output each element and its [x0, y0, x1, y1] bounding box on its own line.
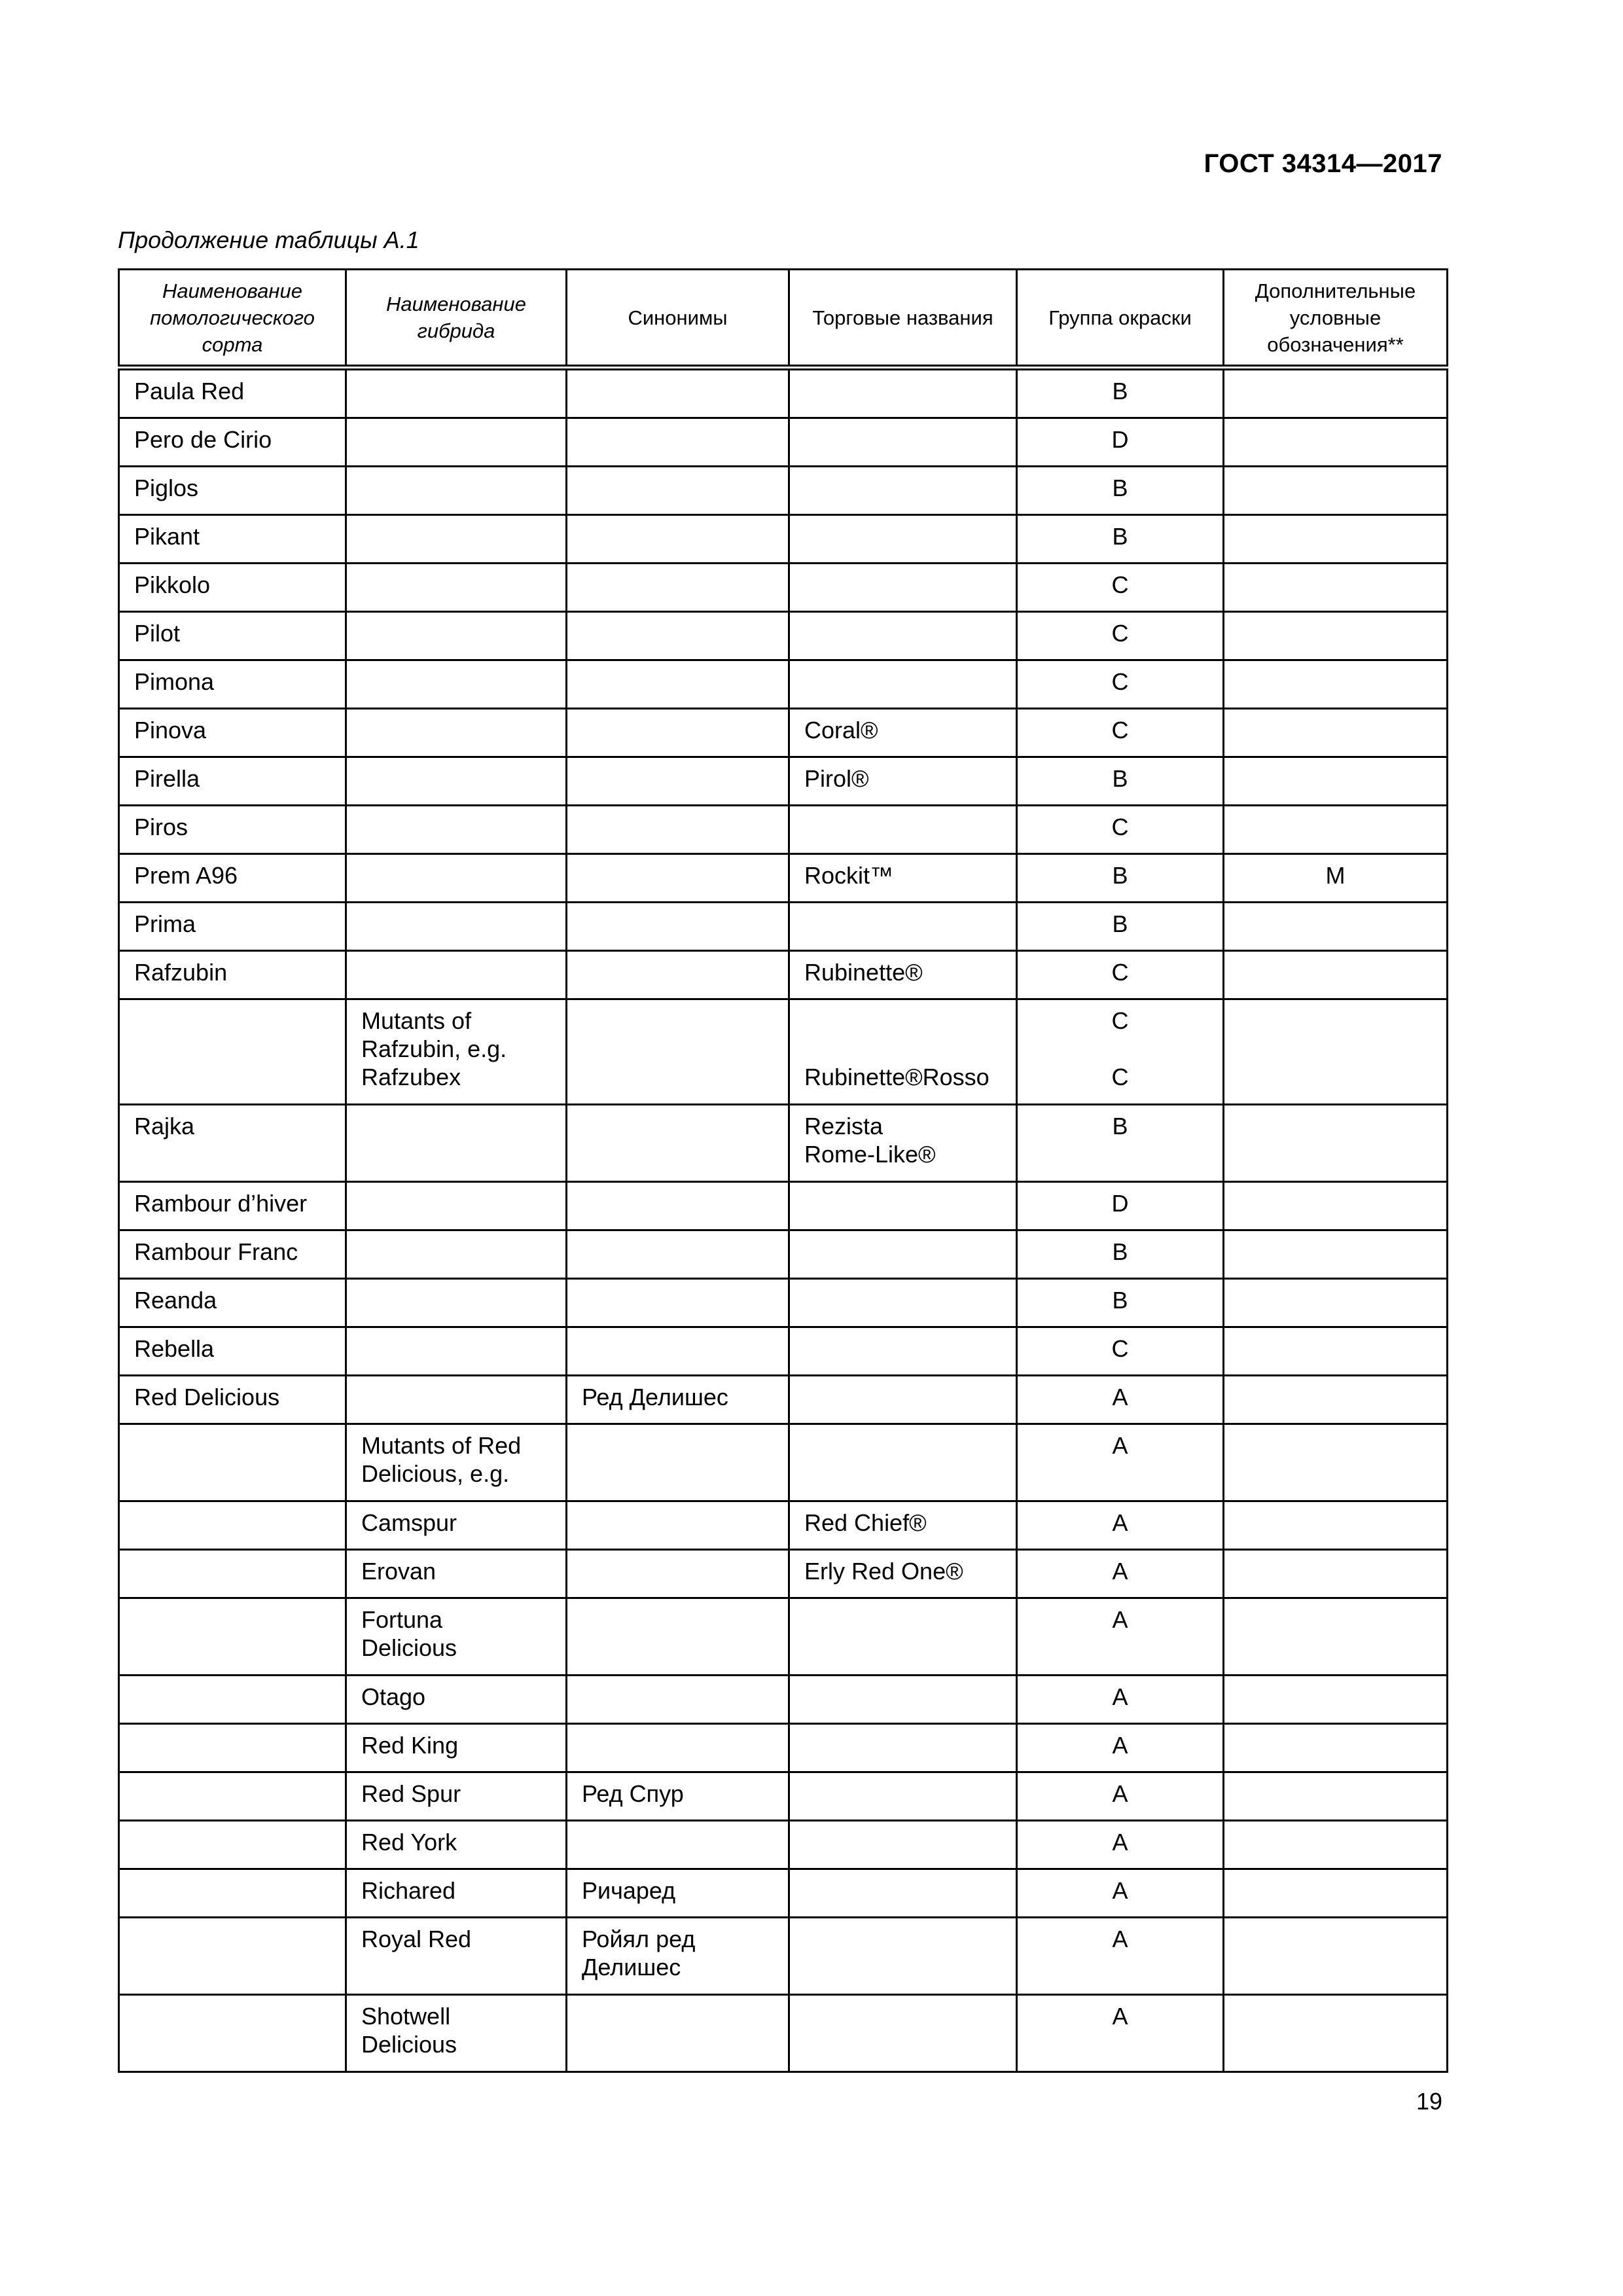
cell-synonyms	[567, 1105, 789, 1182]
cell-hybrid: Otago	[346, 1676, 567, 1724]
cell-color-group: C	[1017, 564, 1224, 612]
cell-synonyms: Ред Спур	[567, 1772, 789, 1821]
table-row	[119, 1772, 1448, 1821]
cell-trade-name	[789, 1869, 1017, 1918]
cell-hybrid	[346, 709, 567, 757]
column-header-extra-marks: Дополнительные условные обозначения**	[1224, 270, 1448, 368]
cell-synonyms	[567, 1995, 789, 2072]
cell-color-group: C	[1017, 806, 1224, 854]
column-header-color-group: Группа окраски	[1017, 270, 1224, 368]
table-body	[119, 368, 1448, 2072]
cell-extra-mark	[1224, 1598, 1448, 1676]
cell-variety	[119, 1724, 346, 1772]
table-row	[119, 951, 1448, 999]
cell-color-group: A	[1017, 1772, 1224, 1821]
cell-variety	[119, 1918, 346, 1995]
cell-extra-mark	[1224, 1995, 1448, 2072]
cell-synonyms	[567, 1550, 789, 1598]
cell-extra-mark	[1224, 1327, 1448, 1376]
cell-trade-name	[789, 1821, 1017, 1869]
cell-color-group: C	[1017, 660, 1224, 709]
cell-hybrid: Red King	[346, 1724, 567, 1772]
cell-color-group: B	[1017, 757, 1224, 806]
cell-extra-mark	[1224, 418, 1448, 467]
cell-trade-name: Pirol®	[789, 757, 1017, 806]
cell-trade-name	[789, 1772, 1017, 1821]
cell-hybrid: Mutants of Red Delicious, e.g.	[346, 1424, 567, 1501]
cell-hybrid	[346, 1230, 567, 1279]
table-row	[119, 1995, 1448, 2072]
cell-synonyms	[567, 951, 789, 999]
table-row	[119, 1869, 1448, 1918]
cell-trade-name: Coral®	[789, 709, 1017, 757]
cell-synonyms: Ричаред	[567, 1869, 789, 1918]
table-row	[119, 1724, 1448, 1772]
cell-variety: Pirella	[119, 757, 346, 806]
document-code: ГОСТ 34314—2017	[1204, 149, 1442, 178]
cell-extra-mark	[1224, 368, 1448, 418]
cell-color-group: A	[1017, 1424, 1224, 1501]
cell-color-group: A	[1017, 1598, 1224, 1676]
cell-synonyms	[567, 564, 789, 612]
cell-extra-mark	[1224, 757, 1448, 806]
cell-synonyms	[567, 467, 789, 515]
cell-extra-mark	[1224, 1918, 1448, 1995]
cell-variety: Pikkolo	[119, 564, 346, 612]
cell-color-group: B	[1017, 854, 1224, 903]
table-row	[119, 1424, 1448, 1501]
cell-extra-mark	[1224, 1501, 1448, 1550]
cell-extra-mark	[1224, 806, 1448, 854]
cell-trade-name: Erly Red One®	[789, 1550, 1017, 1598]
cell-extra-mark	[1224, 709, 1448, 757]
cell-color-group: A	[1017, 1869, 1224, 1918]
cell-variety: Reanda	[119, 1279, 346, 1327]
cell-variety	[119, 1676, 346, 1724]
cell-variety: Prima	[119, 903, 346, 951]
cell-synonyms	[567, 660, 789, 709]
table-row	[119, 903, 1448, 951]
cell-color-group: C	[1017, 612, 1224, 660]
cell-variety: Pilot	[119, 612, 346, 660]
table-row	[119, 1182, 1448, 1230]
cell-color-group: C	[1017, 709, 1224, 757]
cell-trade-name	[789, 515, 1017, 564]
cell-trade-name	[789, 1279, 1017, 1327]
cell-synonyms	[567, 1724, 789, 1772]
cell-hybrid	[346, 515, 567, 564]
cell-variety: Pinova	[119, 709, 346, 757]
cell-extra-mark	[1224, 1724, 1448, 1772]
cell-extra-mark: M	[1224, 854, 1448, 903]
cell-hybrid	[346, 660, 567, 709]
cell-trade-name	[789, 1327, 1017, 1376]
cell-extra-mark	[1224, 951, 1448, 999]
cell-synonyms	[567, 1424, 789, 1501]
table-row	[119, 1918, 1448, 1995]
cell-trade-name: Rockit™	[789, 854, 1017, 903]
cell-variety	[119, 1821, 346, 1869]
cell-synonyms	[567, 1230, 789, 1279]
cell-color-group: C C	[1017, 999, 1224, 1105]
cell-extra-mark	[1224, 515, 1448, 564]
cell-hybrid: Shotwell Delicious	[346, 1995, 567, 2072]
cell-color-group: A	[1017, 1724, 1224, 1772]
table-row	[119, 515, 1448, 564]
table-row	[119, 709, 1448, 757]
cell-variety	[119, 999, 346, 1105]
table-row	[119, 806, 1448, 854]
cell-variety	[119, 1869, 346, 1918]
cell-hybrid	[346, 418, 567, 467]
table-row	[119, 1821, 1448, 1869]
cell-synonyms	[567, 418, 789, 467]
cell-color-group: A	[1017, 1676, 1224, 1724]
cell-trade-name	[789, 903, 1017, 951]
cell-variety: Rajka	[119, 1105, 346, 1182]
cell-trade-name	[789, 368, 1017, 418]
table-row	[119, 1376, 1448, 1424]
cell-variety: Pikant	[119, 515, 346, 564]
cell-synonyms	[567, 806, 789, 854]
cell-variety: Piros	[119, 806, 346, 854]
cell-hybrid	[346, 368, 567, 418]
table-header-row	[119, 270, 1448, 368]
cell-hybrid: Red Spur	[346, 1772, 567, 1821]
table-row	[119, 660, 1448, 709]
cell-variety: Rambour Franc	[119, 1230, 346, 1279]
cell-synonyms	[567, 1327, 789, 1376]
column-header-trade-names: Торговые названия	[789, 270, 1017, 368]
table-row	[119, 757, 1448, 806]
table-row	[119, 1501, 1448, 1550]
table-row	[119, 1550, 1448, 1598]
cell-color-group: C	[1017, 951, 1224, 999]
table-row	[119, 999, 1448, 1105]
cell-hybrid: Mutants of Rafzubin, e.g. Rafzubex	[346, 999, 567, 1105]
cell-hybrid: Erovan	[346, 1550, 567, 1598]
cell-trade-name	[789, 1230, 1017, 1279]
cell-synonyms	[567, 1821, 789, 1869]
cell-variety	[119, 1995, 346, 2072]
cell-extra-mark	[1224, 1279, 1448, 1327]
cell-color-group: A	[1017, 1501, 1224, 1550]
cell-variety: Rambour d’hiver	[119, 1182, 346, 1230]
table-row	[119, 564, 1448, 612]
cell-color-group: C	[1017, 1327, 1224, 1376]
cell-synonyms	[567, 757, 789, 806]
cell-color-group: A	[1017, 1550, 1224, 1598]
cell-variety: Rafzubin	[119, 951, 346, 999]
cell-trade-name	[789, 418, 1017, 467]
cell-extra-mark	[1224, 999, 1448, 1105]
cell-trade-name: Rubinette®	[789, 951, 1017, 999]
cell-synonyms: Ред Делишес	[567, 1376, 789, 1424]
cell-color-group: B	[1017, 903, 1224, 951]
cell-color-group: B	[1017, 1279, 1224, 1327]
cell-trade-name	[789, 1598, 1017, 1676]
cell-trade-name	[789, 1376, 1017, 1424]
cell-synonyms: Ройял ред Делишес	[567, 1918, 789, 1995]
cell-hybrid	[346, 564, 567, 612]
cell-variety: Pero de Cirio	[119, 418, 346, 467]
cell-color-group: B	[1017, 368, 1224, 418]
cell-hybrid	[346, 854, 567, 903]
table-row	[119, 1230, 1448, 1279]
table-row	[119, 1327, 1448, 1376]
column-header-hybrid: Наименование гибрида	[346, 270, 567, 368]
cell-color-group: B	[1017, 1105, 1224, 1182]
cell-variety: Piglos	[119, 467, 346, 515]
cell-trade-name	[789, 1724, 1017, 1772]
table-row	[119, 854, 1448, 903]
cell-variety	[119, 1550, 346, 1598]
cell-hybrid	[346, 1376, 567, 1424]
cell-synonyms	[567, 1279, 789, 1327]
table-row	[119, 1676, 1448, 1724]
cell-hybrid	[346, 1279, 567, 1327]
cell-hybrid	[346, 467, 567, 515]
cell-extra-mark	[1224, 1772, 1448, 1821]
cell-variety	[119, 1598, 346, 1676]
cell-hybrid	[346, 951, 567, 999]
cell-trade-name: Rubinette®Rosso	[789, 999, 1017, 1105]
cell-variety	[119, 1501, 346, 1550]
cell-color-group: D	[1017, 418, 1224, 467]
column-header-synonyms: Синонимы	[567, 270, 789, 368]
table-row	[119, 467, 1448, 515]
table-caption: Продолжение таблицы А.1	[118, 226, 419, 253]
table-row	[119, 1598, 1448, 1676]
cell-synonyms	[567, 1598, 789, 1676]
cell-trade-name	[789, 660, 1017, 709]
cell-variety: Prem A96	[119, 854, 346, 903]
cell-color-group: A	[1017, 1821, 1224, 1869]
cell-trade-name	[789, 612, 1017, 660]
cell-synonyms	[567, 368, 789, 418]
cell-extra-mark	[1224, 1424, 1448, 1501]
cell-variety: Pimona	[119, 660, 346, 709]
cell-trade-name	[789, 1918, 1017, 1995]
table-row	[119, 1279, 1448, 1327]
cell-extra-mark	[1224, 1230, 1448, 1279]
cell-hybrid	[346, 1105, 567, 1182]
cell-synonyms	[567, 709, 789, 757]
cell-synonyms	[567, 515, 789, 564]
cell-color-group: D	[1017, 1182, 1224, 1230]
cell-trade-name	[789, 1424, 1017, 1501]
table-row	[119, 368, 1448, 418]
cell-color-group: B	[1017, 515, 1224, 564]
cell-color-group: B	[1017, 467, 1224, 515]
cell-extra-mark	[1224, 1550, 1448, 1598]
cell-extra-mark	[1224, 612, 1448, 660]
cell-color-group: A	[1017, 1995, 1224, 2072]
cell-synonyms	[567, 854, 789, 903]
page-number: 19	[1416, 2088, 1442, 2115]
cell-variety	[119, 1424, 346, 1501]
cell-synonyms	[567, 999, 789, 1105]
cell-synonyms	[567, 612, 789, 660]
cell-color-group: A	[1017, 1376, 1224, 1424]
cell-extra-mark	[1224, 1821, 1448, 1869]
cell-hybrid	[346, 1327, 567, 1376]
cell-trade-name: Rezista Rome-Like®	[789, 1105, 1017, 1182]
cell-trade-name	[789, 806, 1017, 854]
cell-trade-name	[789, 467, 1017, 515]
cell-synonyms	[567, 1182, 789, 1230]
cell-trade-name	[789, 1182, 1017, 1230]
cell-trade-name	[789, 1995, 1017, 2072]
table-row	[119, 418, 1448, 467]
cell-hybrid	[346, 1182, 567, 1230]
cell-hybrid	[346, 757, 567, 806]
cell-variety	[119, 1772, 346, 1821]
table-row	[119, 1105, 1448, 1182]
cell-trade-name	[789, 564, 1017, 612]
cell-synonyms	[567, 903, 789, 951]
cell-hybrid: Royal Red	[346, 1918, 567, 1995]
cell-trade-name: Red Chief®	[789, 1501, 1017, 1550]
cell-extra-mark	[1224, 1182, 1448, 1230]
cell-color-group: B	[1017, 1230, 1224, 1279]
cell-extra-mark	[1224, 1676, 1448, 1724]
cell-variety: Paula Red	[119, 368, 346, 418]
cell-extra-mark	[1224, 564, 1448, 612]
cell-variety: Rebella	[119, 1327, 346, 1376]
varieties-table	[118, 268, 1448, 2073]
cell-extra-mark	[1224, 1869, 1448, 1918]
cell-hybrid	[346, 903, 567, 951]
cell-hybrid	[346, 612, 567, 660]
cell-trade-name	[789, 1676, 1017, 1724]
cell-extra-mark	[1224, 903, 1448, 951]
cell-hybrid: Camspur	[346, 1501, 567, 1550]
cell-extra-mark	[1224, 467, 1448, 515]
cell-synonyms	[567, 1501, 789, 1550]
cell-extra-mark	[1224, 1105, 1448, 1182]
cell-synonyms	[567, 1676, 789, 1724]
cell-extra-mark	[1224, 1376, 1448, 1424]
table-row	[119, 612, 1448, 660]
cell-variety: Red Delicious	[119, 1376, 346, 1424]
cell-hybrid: Richared	[346, 1869, 567, 1918]
cell-color-group: A	[1017, 1918, 1224, 1995]
cell-hybrid	[346, 806, 567, 854]
cell-hybrid: Red York	[346, 1821, 567, 1869]
cell-extra-mark	[1224, 660, 1448, 709]
column-header-variety: Наименование помологического сорта	[119, 270, 346, 368]
cell-hybrid: Fortuna Delicious	[346, 1598, 567, 1676]
